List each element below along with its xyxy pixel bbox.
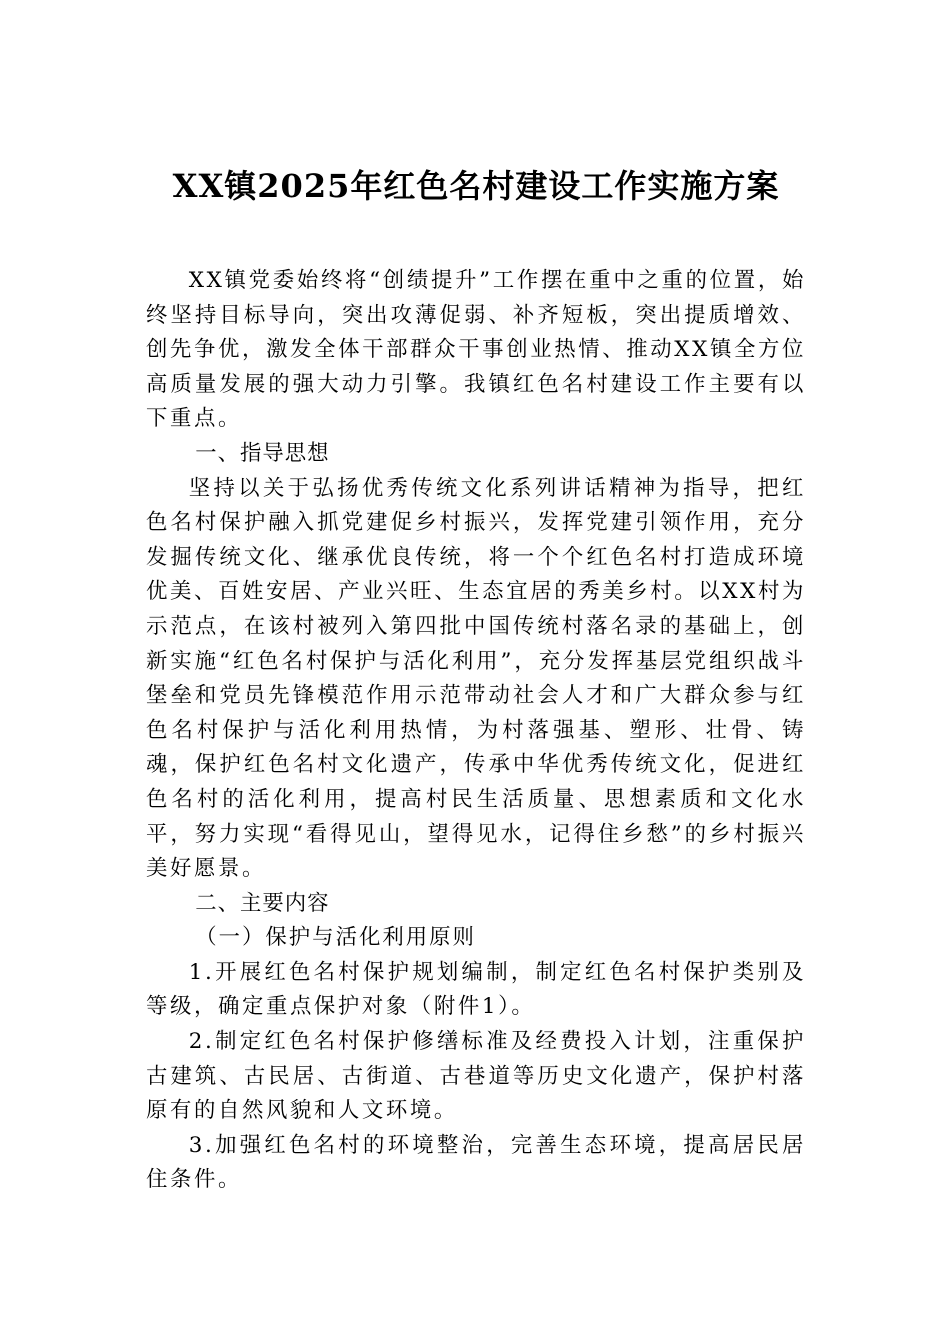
- intro-paragraph: XX镇党委始终将“创绩提升”工作摆在重中之重的位置，始终坚持目标导向，突出攻薄促弱、补齐短板，突出提质增效、创先争优，激发全体干部群众干事创业热情、推动XX镇全方位高质量发展的强大动力引擎。我镇红色名村建设工作主要有以下重点。: [146, 268, 806, 432]
- subsection-heading-principles: （一）保护与活化利用原则: [195, 925, 476, 951]
- section-heading-main-content: 二、主要内容: [195, 890, 330, 916]
- document-page: [146, 160, 806, 1198]
- guiding-ideology-paragraph: 坚持以关于弘扬优秀传统文化系列讲话精神为指导，把红色名村保护融入抓党建促乡村振兴，发挥党建引领作用，充分发掘传统文化、继承优良传统，将一个个红色名村打造成环境优美、百姓安居、产业兴旺、生态宜居的秀美乡村。以XX村为示范点，在该村被列入第四批中国传统村落名录的基础上，创新实施“红色名村保护与活化利用”，充分发挥基层党组织战斗堡垒和党员先锋模范作用示范带动社会人才和广大群众参与红色名村保护与活化利用热情，为村落强基、塑形、壮骨、铸魂，保护红色名村文化遗产，传承中华优秀传统文化，促进红色名村的活化利用，提高村民生活质量、思想素质和文化水平，努力实现“看得见山，望得见水，记得住乡愁”的乡村振兴美好愿景。: [146, 475, 806, 882]
- list-item: 2.制定红色名村保护修缮标准及经费投入计划，注重保护古建筑、古民居、古街道、古巷道等历史文化遗产，保护村落原有的自然风貌和人文环境。: [146, 1029, 806, 1124]
- document-title: XX镇2025年红色名村建设工作实施方案: [172, 167, 780, 205]
- list-item: 1.开展红色名村保护规划编制，制定红色名村保护类别及等级，确定重点保护对象（附件1）。: [146, 959, 806, 1020]
- list-item: 3.加强红色名村的环境整治，完善生态环境，提高居民居住条件。: [146, 1132, 806, 1193]
- section-heading-guiding-ideology: 一、指导思想: [195, 440, 330, 466]
